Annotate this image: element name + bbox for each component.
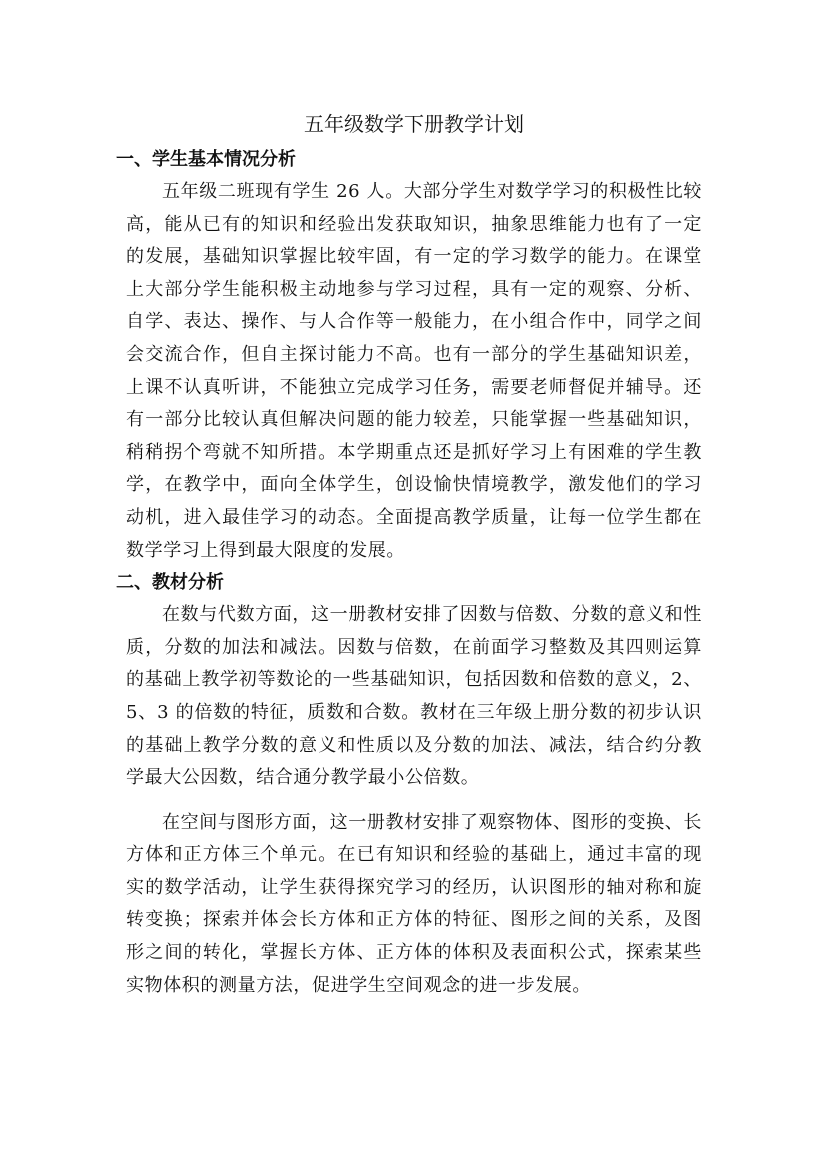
section-student-analysis [116,144,702,567]
document-title: 五年级数学下册教学计划 [304,112,524,136]
section-textbook-analysis [116,567,702,1002]
section-heading: 一、学生基本情况分析 [116,149,296,170]
section-heading: 二、教材分析 [116,572,224,594]
document-body [116,104,702,1002]
paragraph: 在空间与图形方面，这一册教材安排了观察物体、图形的变换、长方体和正方体三个单元。在已有知识和经验的基础上，通过丰富的现实的数学活动，让学生获得探究学习的经历，认识图形的轴对称和旋转变换；探索并体会长方体和正方体的特征、图形之间的关系，及图形之间的转化，掌握长方体、正方体的体积及表面积公式，探索某些实物体积的测量方法，促进学生空间观念的进一步发展。 [126,811,702,996]
paragraph: 在数与代数方面，这一册教材安排了因数与倍数、分数的意义和性质，分数的加法和减法。因数与倍数，在前面学习整数及其四则运算的基础上教学初等数论的一些基础知识，包括因数和倍数的意义，2、5、3 的倍数的特征，质数和合数。教材在三年级上册分数的初步认识的基础上教学分数的意义和性质以及分数的加法、减法，结合约分教学最大公因数，结合通分教学最小公倍数。 [126,604,702,789]
paragraph: 五年级二班现有学生 26 人。大部分学生对数学学习的积极性比较高，能从已有的知识和经验出发获取知识，抽象思维能力也有了一定的发展，基础知识掌握比较牢固，有一定的学习数学的能力。在课堂上大部分学生能积极主动地参与学习过程，具有一定的观察、分析、自学、表达、操作、与人合作等一般能力，在小组合作中，同学之间会交流合作，但自主探讨能力不高。也有一部分的学生基础知识差，上课不认真听讲，不能独立完成学习任务，需要老师督促并辅导。还有一部分比较认真但解决问题的能力较差，只能掌握一些基础知识，稍稍拐个弯就不知所措。本学期重点还是抓好学习上有困难的学生教学，在教学中，面向全体学生，创设愉快情境教学，激发他们的学习动机，进入最佳学习的动态。全面提高教学质量，让每一位学生都在数学学习上得到最大限度的发展。 [126,181,702,561]
